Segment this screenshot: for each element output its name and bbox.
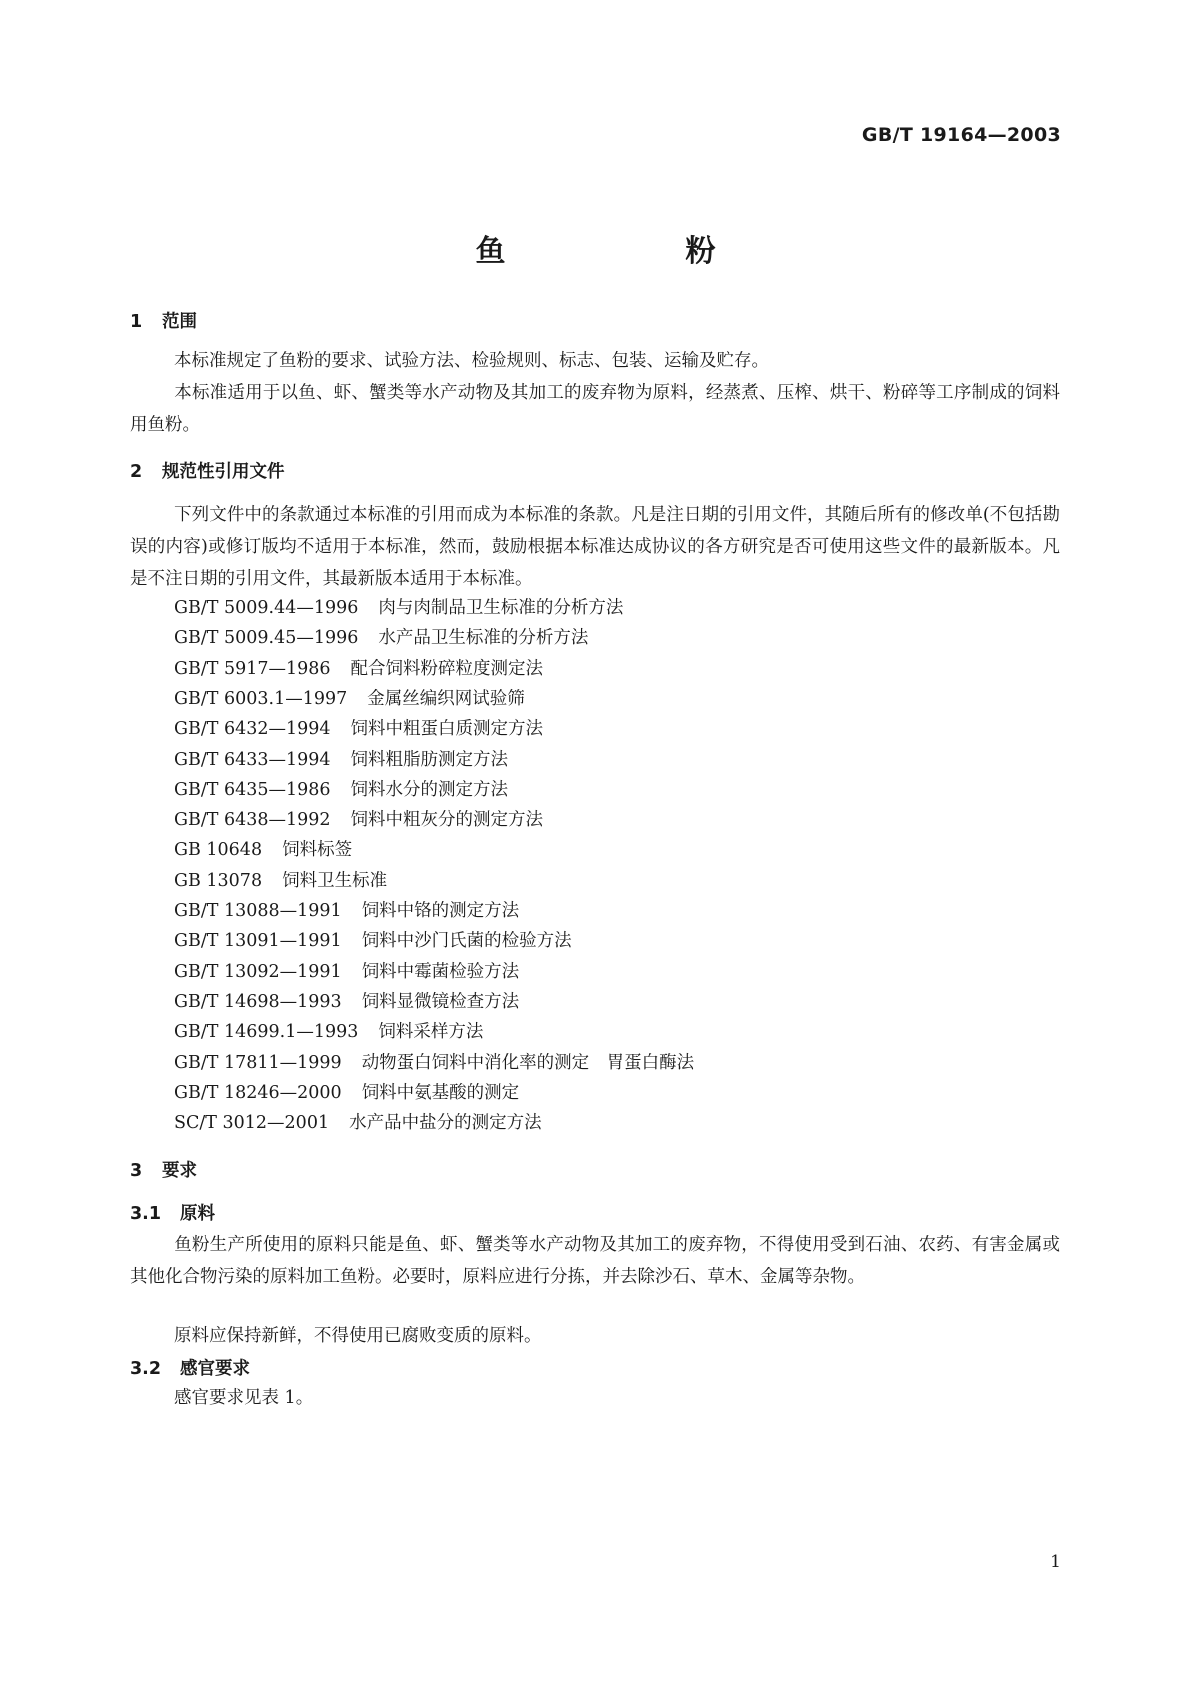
subsection-number: 3.1 [130,1204,162,1224]
reference-title: 配合饲料粉碎粒度测定法 [350,658,544,679]
subsection-title: 原料 [180,1204,215,1224]
reference-title: 水产品中盐分的测定方法 [349,1113,542,1134]
reference-item [174,927,572,952]
section-1-heading [130,308,197,333]
reference-title: 饲料中铬的测定方法 [361,901,520,921]
reference-code: GB/T 6003.1—1997 [174,688,348,709]
reference-item [174,958,519,983]
section-1-paragraph-1: 本标准规定了鱼粉的要求、试验方法、检验规则、标志、包装、运输及贮存。 [174,351,769,371]
standard-code: GB/T 19164—2003 [861,124,1061,146]
reference-code: GB/T 14699.1—1993 [174,1022,359,1043]
reference-item [174,776,508,801]
reference-item [174,655,543,680]
reference-item [174,594,623,619]
reference-code: GB/T 5009.44—1996 [174,598,359,618]
section-1-paragraph-2: 本标准适用于以鱼、虾、蟹类等水产动物及其加工的废弃物为原料，经蒸煮、压榨、烘干、粉碎等工序制成的饲料用鱼粉。 [130,383,1060,435]
subsection-number: 3.2 [130,1359,162,1379]
reference-title: 饲料水分的测定方法 [350,779,509,800]
reference-code: GB 13078 [174,870,263,891]
section-title: 规范性引用文件 [162,462,285,482]
reference-title: 饲料粗脂肪测定方法 [350,749,509,770]
subsection-title: 感官要求 [180,1359,250,1379]
section-3-1-heading [130,1200,215,1225]
section-title: 要求 [162,1161,197,1181]
section-3-1-paragraph-2: 原料应保持新鲜，不得使用已腐败变质的原料。 [174,1326,542,1346]
reference-title: 金属丝编织网试验筛 [367,688,525,709]
reference-item [174,1018,483,1043]
reference-code: GB/T 18246—2000 [174,1082,342,1103]
reference-title: 饲料卫生标准 [282,870,388,891]
reference-item [174,867,387,892]
reference-title: 饲料显微镜检查方法 [361,991,520,1012]
section-title: 范围 [162,312,197,332]
reference-item [174,624,588,649]
reference-title: 饲料中粗灰分的测定方法 [350,810,544,831]
reference-code: GB/T 5917—1986 [174,658,331,679]
reference-item [174,746,508,771]
section-3-2-heading [130,1355,250,1380]
reference-code: GB/T 5009.45—1996 [174,628,359,649]
reference-item [174,836,352,861]
reference-item [174,1109,542,1134]
reference-title: 动物蛋白饲料中消化率的测定 胃蛋白酶法 [361,1052,695,1073]
title-char-2: 粉 [685,234,716,269]
reference-code: GB/T 14698—1993 [174,991,342,1012]
reference-code: GB/T 13088—1991 [174,901,342,921]
reference-title: 肉与肉制品卫生标准的分析方法 [378,598,624,618]
section-3-2-paragraph-1: 感官要求见表 1。 [174,1388,314,1408]
reference-title: 饲料中霉菌检验方法 [361,961,520,982]
section-number: 3 [130,1161,143,1181]
reference-code: GB/T 6432—1994 [174,719,331,740]
section-number: 2 [130,462,143,482]
section-2-heading [130,458,285,483]
reference-item [174,1079,519,1104]
reference-title: 水产品卫生标准的分析方法 [378,628,589,649]
reference-title: 饲料中沙门氏菌的检验方法 [361,931,572,952]
reference-title: 饲料中粗蛋白质测定方法 [350,719,544,740]
page-number: 1 [1050,1552,1061,1572]
reference-code: SC/T 3012—2001 [174,1113,330,1134]
reference-item [174,685,525,710]
reference-title: 饲料中氨基酸的测定 [361,1082,520,1103]
reference-title: 饲料采样方法 [378,1022,484,1043]
reference-code: GB/T 6435—1986 [174,779,331,800]
reference-code: GB/T 6438—1992 [174,810,331,831]
section-3-1-paragraph-1: 鱼粉生产所使用的原料只能是鱼、虾、蟹类等水产动物及其加工的废弃物，不得使用受到石油、农药、有害金属或其他化合物污染的原料加工鱼粉。必要时，原料应进行分拣，并去除沙石、草木、金属等杂物。 [130,1235,1060,1287]
reference-code: GB 10648 [174,840,263,861]
reference-item [174,988,519,1013]
section-2-paragraph-1: 下列文件中的条款通过本标准的引用而成为本标准的条款。凡是注日期的引用文件，其随后所有的修改单(不包括勘误的内容)或修订版均不适用于本标准，然而，鼓励根据本标准达成协议的各方研究是否可使用这些文件的最新版本。凡是不注日期的引用文件，其最新版本适用于本标准。 [130,505,1060,589]
document-title [0,226,1191,270]
reference-item [174,897,519,922]
reference-code: GB/T 17811—1999 [174,1052,342,1073]
reference-code: GB/T 6433—1994 [174,749,331,770]
section-number: 1 [130,312,143,332]
title-char-1: 鱼 [475,234,506,269]
reference-item [174,715,543,740]
reference-code: GB/T 13092—1991 [174,961,342,982]
reference-code: GB/T 13091—1991 [174,931,342,952]
reference-item [174,1049,694,1074]
reference-title: 饲料标签 [282,840,353,861]
reference-item [174,806,543,831]
section-3-heading [130,1157,197,1182]
